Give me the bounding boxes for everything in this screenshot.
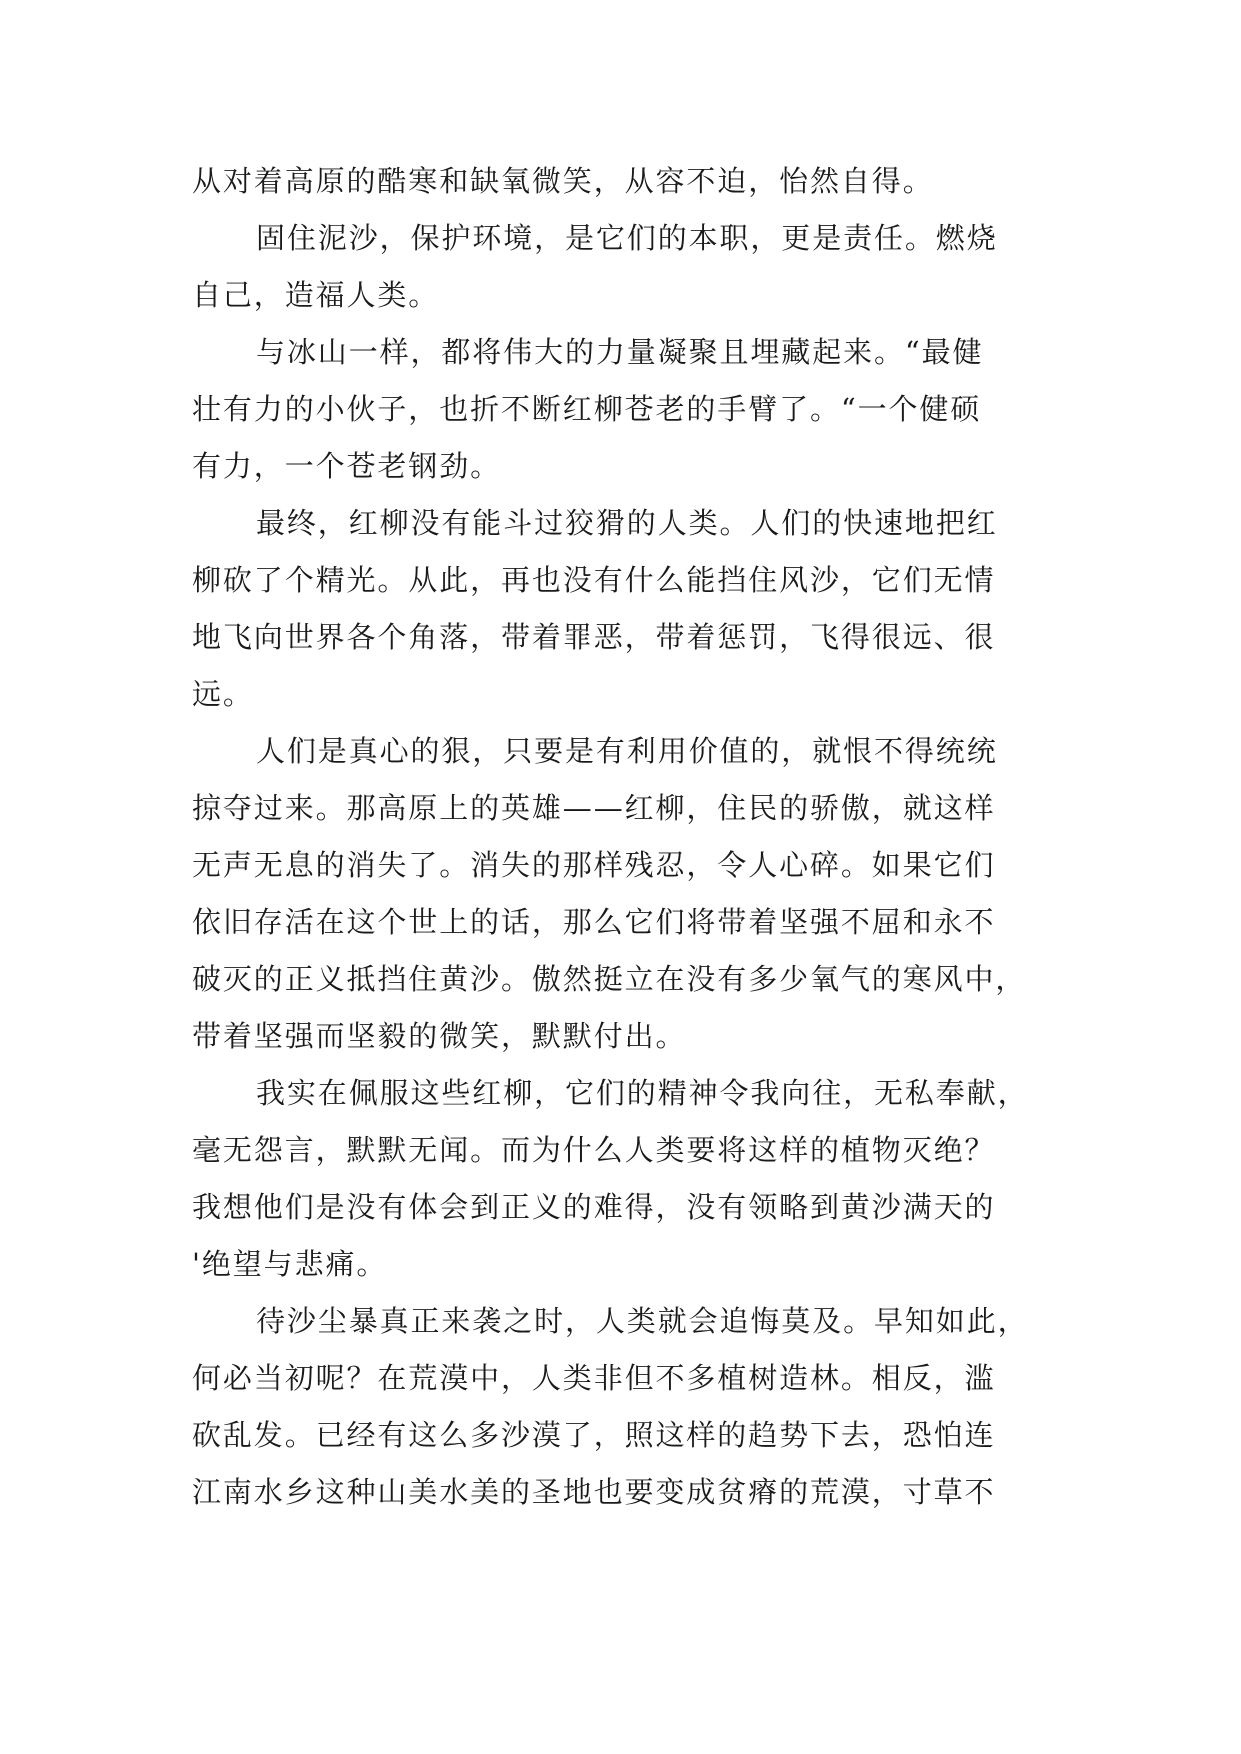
text-line: 依旧存活在这个世上的话，那么它们将带着坚强不屈和永不	[192, 905, 996, 939]
document-body	[192, 153, 1072, 1521]
text-line: 柳砍了个精光。从此，再也没有什么能挡住风沙，它们无情	[192, 563, 996, 597]
text-line: 与冰山一样，都将伟大的力量凝聚且埋藏起来。“最健	[256, 335, 984, 369]
paragraph	[192, 210, 1072, 324]
text-line: 最终，红柳没有能斗过狡猾的人类。人们的快速地把红	[256, 506, 998, 540]
text-line: 地飞向世界各个角落，带着罪恶，带着惩罚，飞得很远、很	[192, 620, 996, 654]
text-line: 砍乱发。已经有这么多沙漠了，照这样的趋势下去，恐怕连	[192, 1418, 996, 1452]
paragraph	[192, 324, 1072, 495]
text-line: 无声无息的消失了。消失的那样残忍，令人心碎。如果它们	[192, 848, 996, 882]
text-line: 带着坚强而坚毅的微笑，默默付出。	[192, 1019, 687, 1053]
paragraph	[192, 153, 1072, 210]
text-line: '绝望与悲痛。	[192, 1247, 388, 1281]
text-line: 从对着高原的酷寒和缺氧微笑，从容不迫，怡然自得。	[192, 164, 934, 198]
text-line: 毫无怨言，默默无闻。而为什么人类要将这样的植物灭绝？	[192, 1133, 996, 1167]
text-line: 人们是真心的狠，只要是有利用价值的，就恨不得统统	[256, 734, 998, 768]
text-line: 有力，一个苍老钢劲。	[192, 449, 502, 483]
text-line: 何必当初呢？在荒漠中，人类非但不多植树造林。相反，滥	[192, 1361, 996, 1395]
text-line: 掠夺过来。那高原上的英雄——红柳，住民的骄傲，就这样	[192, 791, 996, 825]
text-line: 江南水乡这种山美水美的圣地也要变成贫瘠的荒漠，寸草不	[192, 1475, 996, 1509]
paragraph	[192, 723, 1072, 1065]
text-line: 固住泥沙，保护环境，是它们的本职，更是责任。燃烧	[256, 221, 998, 255]
text-line: 我想他们是没有体会到正义的难得，没有领略到黄沙满天的	[192, 1190, 996, 1224]
text-line: 远。	[192, 677, 254, 711]
text-line: 待沙尘暴真正来袭之时，人类就会追悔莫及。早知如此，	[256, 1304, 1029, 1338]
text-line: 自己，造福人类。	[192, 278, 440, 312]
paragraph	[192, 1065, 1072, 1293]
text-line: 破灭的正义抵挡住黄沙。傲然挺立在没有多少氧气的寒风中，	[192, 962, 1027, 996]
paragraph	[192, 495, 1072, 723]
text-line: 壮有力的小伙子，也折不断红柳苍老的手臂了。“一个健硕	[192, 392, 982, 426]
text-line: 我实在佩服这些红柳，它们的精神令我向往，无私奉献，	[256, 1076, 1029, 1110]
paragraph	[192, 1293, 1072, 1521]
